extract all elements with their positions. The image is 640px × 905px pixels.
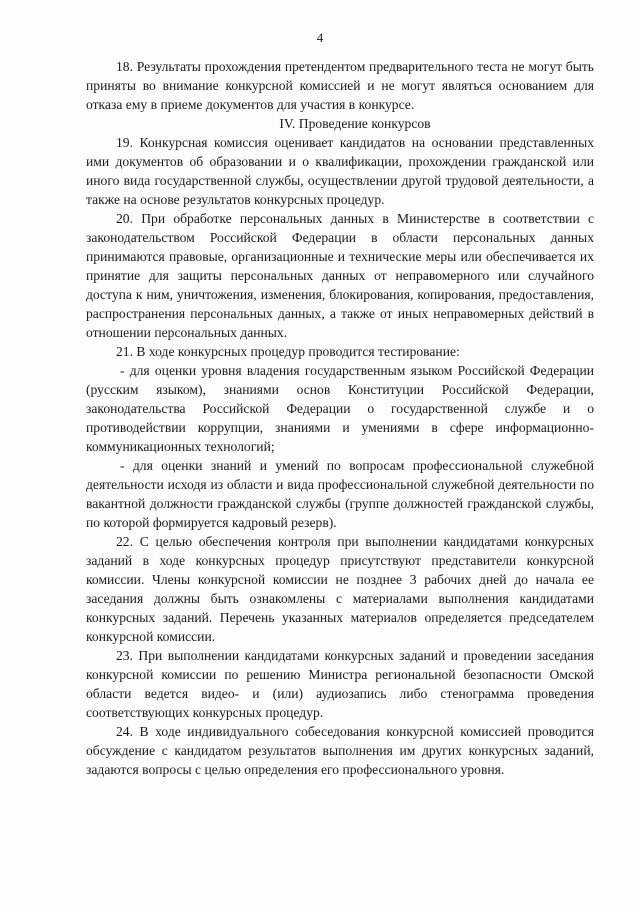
- paragraph-24: 24. В ходе индивидуального собеседования конкурсной комиссией проводится обсуждение с кандидатом результатов выполнения им других конкурсных заданий, задаются вопросы с целью определения его профессионального уровня.: [86, 724, 594, 777]
- paragraph-23: 23. При выполнении кандидатами конкурсных заданий и проведении заседания конкурсной комиссии по решению Министра региональной безопасности Омской области ведется видео- и (или) аудиозапись либо стенограмма проведения соответствующих конкурсных процедур.: [86, 648, 594, 720]
- page-number: 4: [316, 30, 324, 45]
- paragraph-18: 18. Результаты прохождения претендентом предварительного теста не могут быть приняты во внимание конкурсной комиссией и не могут являться основанием для отказа ему в приеме документов для участия в конкурсе.: [86, 59, 594, 112]
- paragraph-21-item-2: - для оценки знаний и умений по вопросам профессиональной служебной деятельности исходя из области и вида профессиональной служебной деятельности по вакантной должности гражданской службы (группе должностей гражданской службы, по которой формируется кадровый резерв).: [86, 458, 594, 530]
- paragraph-20: 20. При обработке персональных данных в Министерстве в соответствии с законодательством Российской Федерации в области персональных данных принимаются правовые, организационные и технические меры или обеспечивается их принятие для защиты персональных данных от неправомерного или случайного доступа к ним, уничтожения, изменения, блокирования, копирования, предоставления, распространения персональных данных, а также от иных неправомерных действий в отношении персональных данных.: [86, 211, 594, 340]
- section-title: IV. Проведение конкурсов: [279, 116, 431, 131]
- paragraph-21: 21. В ходе конкурсных процедур проводится тестирование:: [116, 344, 460, 359]
- paragraph-19: 19. Конкурсная комиссия оценивает кандидатов на основании представленных ими документов об образовании и о квалификации, прохождении гражданской или иного вида государственной службы, осуществлении другой трудовой деятельности, а также на основе результатов конкурсных процедур.: [86, 135, 594, 207]
- paragraph-22: 22. С целью обеспечения контроля при выполнении кандидатами конкурсных заданий в ходе конкурсных процедур присутствуют представители конкурсной комиссии. Члены конкурсной комиссии не позднее 3 рабочих дней до начала ее заседания должны быть ознакомлены с материалами выполнения кандидатами конкурсных заданий. Перечень указанных материалов определяется председателем конкурсной комиссии.: [86, 534, 594, 644]
- document-body: [86, 57, 594, 779]
- paragraph-21-item-1: - для оценки уровня владения государственным языком Российской Федерации (русским языком), знаниями основ Конституции Российской Федерации, законодательства Российской Федерации о государственной службе и о противодействии коррупции, знаниями и умениями в сфере информационно-коммуникационных технологий;: [86, 363, 594, 454]
